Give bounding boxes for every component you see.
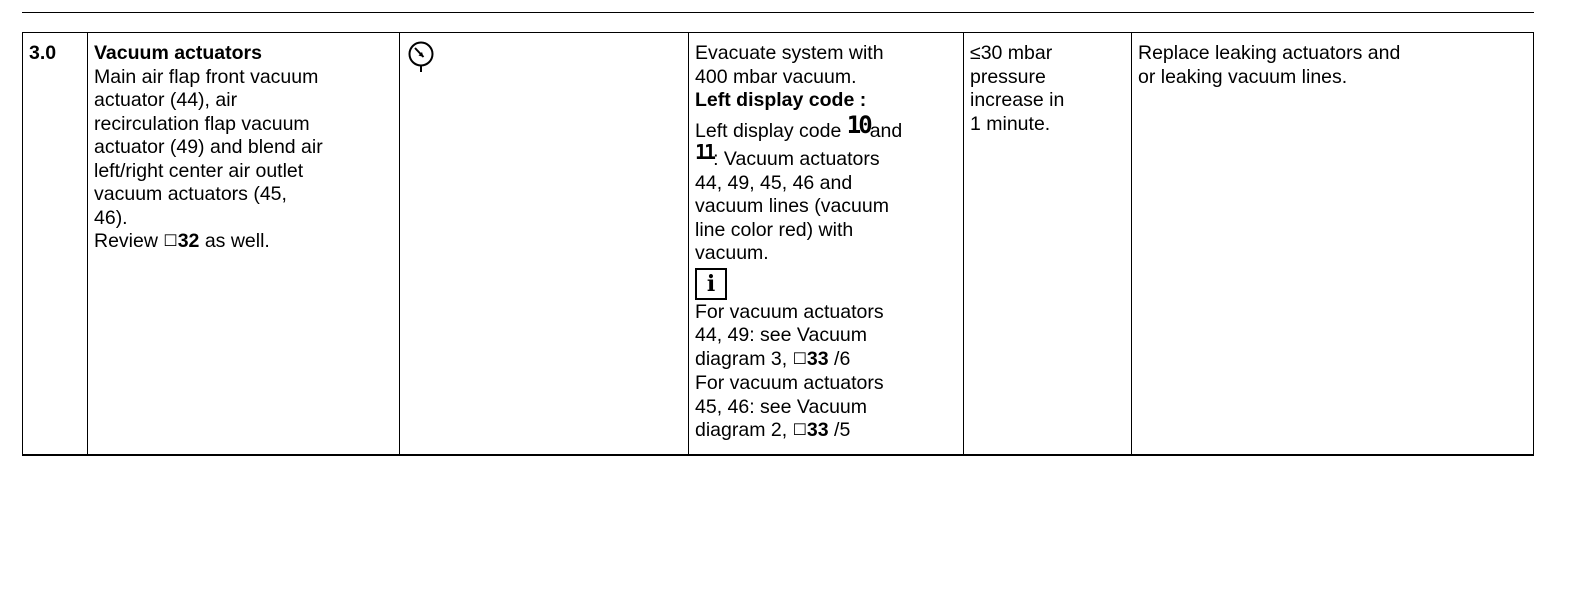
remedy-line: or leaking vacuum lines. (1138, 65, 1348, 88)
spec-line: 1 minute. (970, 112, 1051, 135)
reference-box-icon: ☐ (792, 350, 807, 368)
table-row (23, 33, 1534, 455)
remedy-line: Replace leaking actuators and (1138, 42, 1401, 64)
note-line: diagram 3, ☐33 /6 (695, 347, 851, 370)
description-line: actuator (49) and blend air (94, 136, 323, 158)
display-code-line: 11: Vacuum actuators (695, 140, 880, 170)
procedure-line: 44, 49, 45, 46 and (695, 171, 853, 194)
description-line: vacuum actuators (45, (94, 183, 287, 205)
procedure-cell (689, 33, 964, 455)
description-line: actuator (44), air (94, 89, 238, 111)
vacuum-gauge-icon (406, 40, 436, 74)
top-rule (22, 12, 1534, 13)
description-line: Main air flap front vacuum (94, 65, 319, 88)
reference-box-icon: ☐ (792, 422, 807, 439)
display-code-10-icon: 10 (846, 110, 870, 139)
note-line: 44, 49: see Vacuum (695, 324, 867, 346)
procedure-line: vacuum lines (vacuum (695, 195, 889, 217)
remedy-cell (1132, 33, 1534, 455)
reference-box-icon: ☐ (163, 233, 178, 250)
note-line: For vacuum actuators (695, 372, 884, 394)
test-title: Vacuum actuators (94, 42, 262, 64)
procedure-line: 400 mbar vacuum. (695, 65, 857, 88)
description-line: left/right center air outlet (94, 159, 304, 182)
description-line: 46). (94, 206, 128, 229)
display-code-11-icon: 11 (695, 140, 714, 164)
test-description-cell (88, 33, 400, 455)
description-line: recirculation flap vacuum (94, 112, 310, 135)
procedure-line: Evacuate system with (695, 42, 884, 64)
info-note (695, 266, 957, 301)
diagram-reference-link[interactable]: ☐33 (792, 419, 829, 441)
diagram-reference-link[interactable]: ☐33 (792, 347, 829, 370)
procedure-line: line color red) with (695, 218, 854, 241)
tool-cell (400, 33, 689, 455)
display-code-heading: Left display code : (695, 89, 867, 111)
diagnostic-table (22, 32, 1534, 456)
note-line: 45, 46: see Vacuum (695, 395, 867, 418)
specification-cell (964, 33, 1132, 455)
document-reference-link[interactable]: ☐32 (163, 230, 200, 252)
note-line: diagram 2, ☐33 /5 (695, 419, 851, 441)
spec-line: pressure (970, 65, 1046, 88)
note-line: For vacuum actuators (695, 300, 884, 323)
info-icon: i (695, 268, 727, 300)
procedure-line: vacuum. (695, 242, 769, 264)
spec-line: ≤30 mbar (970, 42, 1053, 64)
display-code-line: Left display code 10and (695, 110, 903, 142)
review-line: Review ☐32 as well. (94, 230, 270, 252)
step-number: 3.0 (23, 33, 88, 455)
spec-line: increase in (970, 89, 1065, 111)
